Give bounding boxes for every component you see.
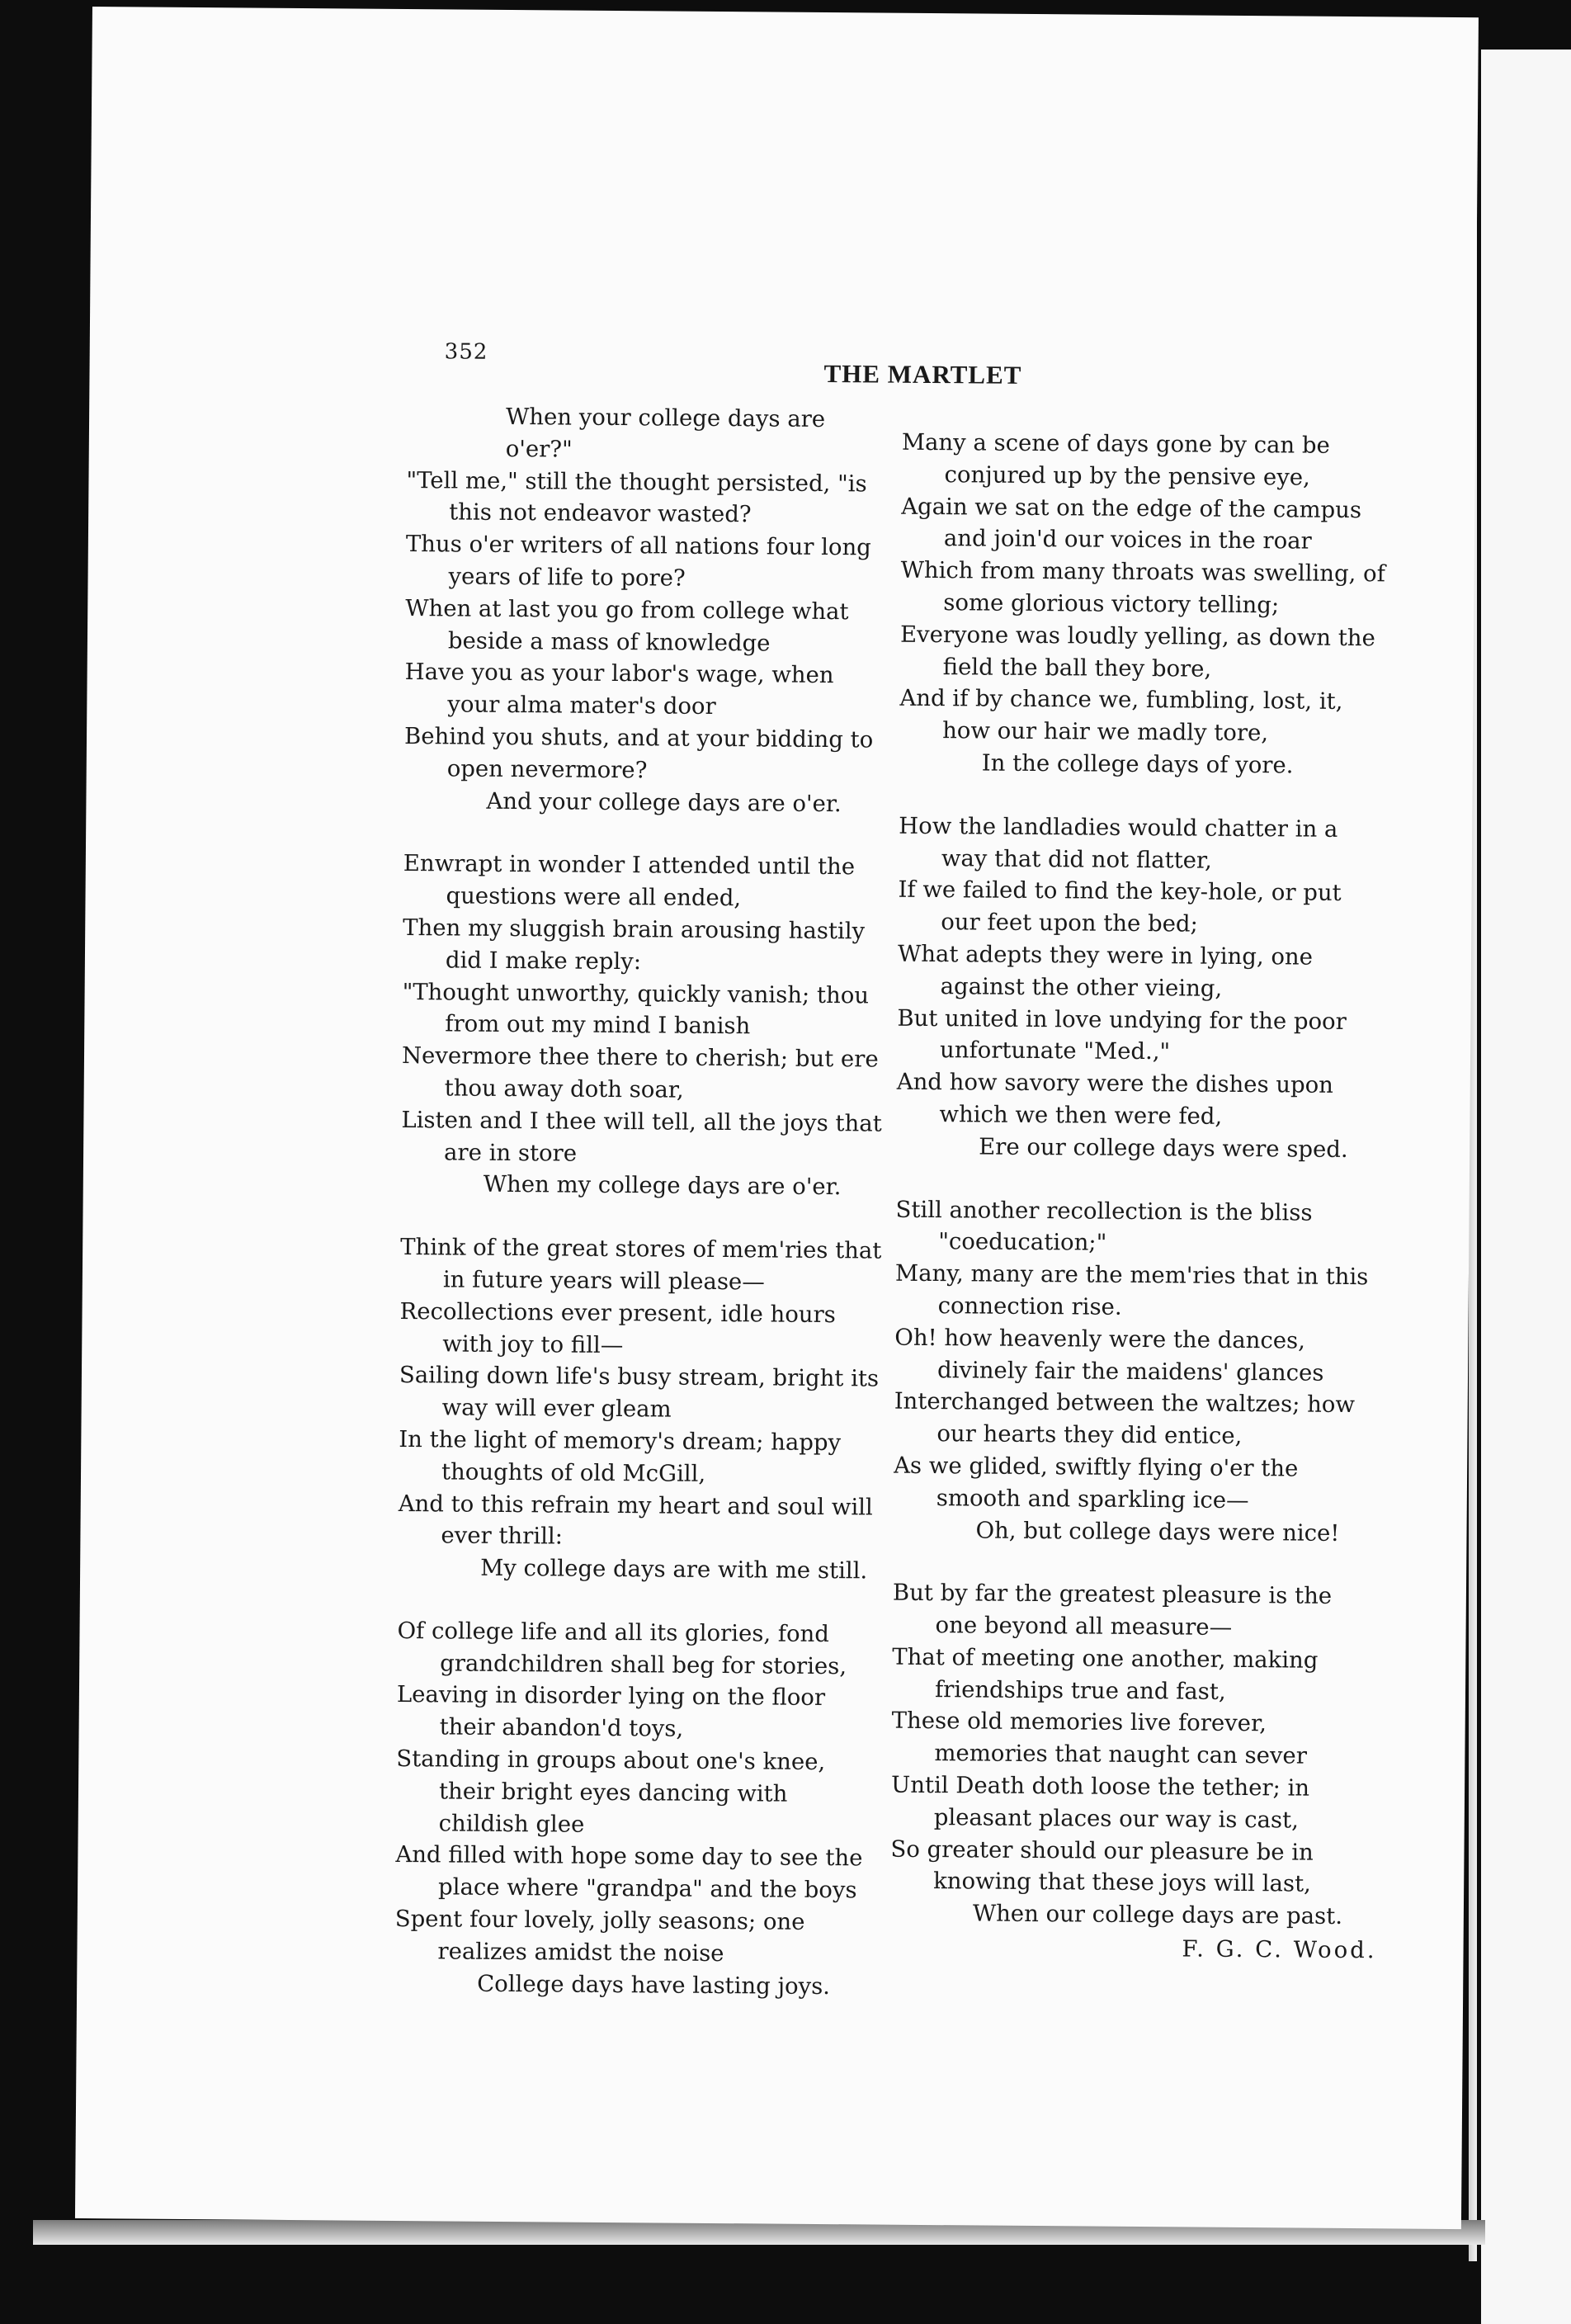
right-column <box>889 427 1389 1967</box>
verse-line: As we glided, swiftly flying o'er the smooth and sparkling ice— <box>894 1452 1299 1514</box>
stanza <box>398 1231 887 1587</box>
verse-line: Of college life and all its glories, fond grandchildren shall beg for stories, <box>397 1617 847 1679</box>
refrain-line: My college days are with me still. <box>480 1554 868 1585</box>
verse-line: And filled with hope some day to see the place where "grandpa" and the boys <box>395 1841 863 1904</box>
verse-line: Leaving in disorder lying on the floor their abandon'd toys, <box>396 1681 826 1742</box>
verse-line: If we failed to find the key-hole, or put our feet upon the bed; <box>898 876 1342 938</box>
refrain-line: And your college days are o'er. <box>486 787 842 817</box>
verse-line: "Tell me," still the thought persisted, "is this not endeavor wasted? <box>406 466 867 528</box>
verse-line: When at last you go from college what beside a mass of knowledge <box>405 594 849 657</box>
verse-line: But united in love undying for the poor unfortunate "Med.," <box>897 1004 1347 1065</box>
verse-line: Standing in groups about one's knee, their bright eyes dancing with childish glee <box>396 1745 826 1838</box>
verse-line: And if by chance we, fumbling, lost, it, how our hair we madly tore, <box>899 685 1343 747</box>
verse-line: Interchanged between the waltzes; how our hearts they did entice, <box>894 1387 1356 1450</box>
stanza <box>401 848 890 1203</box>
verse-line: Listen and I thee will tell, all the joys that are in store <box>401 1106 882 1167</box>
refrain-line: When my college days are o'er. <box>483 1171 842 1201</box>
refrain-line: When our college days are past. <box>972 1900 1343 1930</box>
verse-line: Then my sluggish brain arousing hastily did I make reply: <box>403 914 866 975</box>
stanza <box>896 810 1385 1165</box>
verse-line: And to this refrain my heart and soul will ever thrill: <box>398 1490 873 1550</box>
verse-line: Many a scene of days gone by can be conjured up by the pensive eye, <box>901 428 1330 491</box>
verse-line: "Thought unworthy, quickly vanish; thou from out my mind I banish <box>402 978 870 1040</box>
stanza <box>893 1193 1382 1549</box>
scan-margin <box>1481 50 1571 2324</box>
verse-line: Think of the great stores of mem'ries that in future years will please— <box>400 1234 882 1296</box>
verse-line: And how savory were the dishes upon which we then were fed, <box>896 1068 1334 1130</box>
verse-line: Sailing down life's busy stream, bright its way will ever gleam <box>399 1362 880 1423</box>
book-page <box>75 7 1479 2229</box>
verse-line: These old memories live forever, memories that naught can sever <box>891 1708 1308 1769</box>
verse-line: Again we sat on the edge of the campus and join'd our voices in the roar <box>901 493 1362 555</box>
verse-line: Everyone was loudly yelling, as down the field the ball they bore, <box>899 621 1375 683</box>
verse-line: When your college days are o'er?" <box>505 403 826 463</box>
verse-line: Nevermore thee there to cherish; but ere thou away doth soar, <box>401 1042 879 1103</box>
stanza <box>394 1615 885 2003</box>
verse-line: How the landladies would chatter in a way that did not flatter, <box>899 812 1338 874</box>
verse-line: Still another recollection is the bliss "coeducation;" <box>895 1196 1313 1257</box>
verse-line: Spent four lovely, jolly seasons; one realizes amidst the noise <box>394 1906 805 1967</box>
refrain-line: Ere our college days were sped. <box>979 1133 1348 1163</box>
left-column <box>394 400 894 2034</box>
verse-line: Behind you shuts, and at your bidding to open nevermore? <box>403 722 874 784</box>
verse-line: Oh! how heavenly were the dances, divinely fair the maidens' glances <box>894 1324 1324 1386</box>
stanza <box>890 1577 1380 1933</box>
verse-line: Until Death doth loose the tether; in pleasant places our way is cast, <box>890 1771 1310 1834</box>
verse-line: Thus o'er writers of all nations four long years of life to pore? <box>405 531 871 592</box>
verse-line: What adepts they were in lying, one against the other vieing, <box>897 940 1314 1002</box>
stanza <box>403 400 894 820</box>
author-signature: F. G. C. Wood. <box>1182 1935 1377 1964</box>
stanza <box>899 427 1389 782</box>
verse-line: So greater should our pleasure be in knowing that these joys will last, <box>890 1835 1314 1898</box>
verse-line: In the light of memory's dream; happy thoughts of old McGill, <box>399 1425 842 1487</box>
verse-line: Recollections ever present, idle hours with joy to fill— <box>399 1297 836 1358</box>
verse-line: Which from many throats was swelling, of some glorious victory telling; <box>900 556 1385 619</box>
verse-line: But by far the greatest pleasure is the one beyond all measure— <box>892 1579 1333 1641</box>
running-title: THE MARTLET <box>823 358 1022 390</box>
refrain-line: Oh, but college days were nice! <box>975 1516 1340 1547</box>
refrain-line: In the college days of yore. <box>981 749 1294 779</box>
verse-line: Enwrapt in wonder I attended until the questions were all ended, <box>403 850 856 912</box>
verse-line: That of meeting one another, making friendships true and fast, <box>892 1643 1319 1705</box>
verse-line: Many, many are the mem'ries that in this connection rise. <box>894 1259 1369 1320</box>
refrain-line: College days have lasting joys. <box>477 1970 831 2000</box>
verse-line: Have you as your labor's wage, when your alma mater's door <box>404 659 834 720</box>
page-number: 352 <box>444 339 488 365</box>
